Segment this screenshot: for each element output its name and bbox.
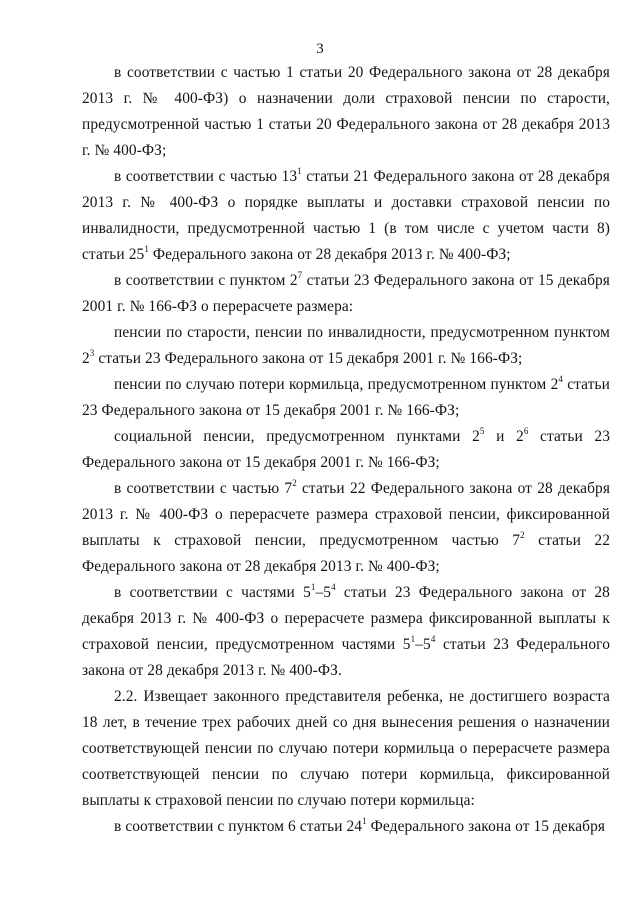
paragraph-text: –5: [315, 584, 332, 601]
paragraph-text: в соответствии с частью 1 статьи 20 Федерального закона от 28 декабря 2013 г. № 400-ФЗ) о назначении доли страховой пенсии по старости, предусмотренной частью 1 статьи 20 Федерального закона от 28 декабря 2013 г. № 400-ФЗ;: [82, 64, 610, 159]
superscript-index: 7: [297, 269, 303, 280]
paragraph-text: Федерального закона от 28 декабря 2013 г. № 400-ФЗ;: [148, 246, 511, 263]
superscript-index: 4: [430, 633, 436, 644]
paragraph-text: социальной пенсии, предусмотренном пунктами 2: [114, 428, 480, 445]
superscript-index: 4: [558, 373, 563, 384]
paragraph: [82, 60, 610, 164]
superscript-index: 2: [520, 529, 525, 540]
paragraph: [82, 580, 610, 684]
superscript-index: 1: [310, 581, 316, 592]
page-number: 3: [316, 41, 324, 57]
paragraph-text: в соответствии с частями 5: [114, 584, 311, 601]
paragraph-text: статьи 23 Федерального закона от 15 декабря 2001 г. № 166-ФЗ;: [94, 350, 523, 367]
superscript-index: 4: [331, 581, 336, 592]
document-body: [82, 60, 610, 840]
paragraph-text: и 2: [484, 428, 524, 445]
paragraph: [82, 372, 610, 424]
superscript-index: 3: [89, 347, 95, 358]
paragraph-text: статьи 23 Федерального закона от 15 декабря 2001 г. № 166-ФЗ;: [82, 376, 610, 419]
paragraph-text: статьи 22 Федерального закона от 28 декабря 2013 г. № 400-ФЗ о перерасчете размера страховой пенсии, фиксированной выплаты к страховой пенсии, предусмотренном частью 7: [82, 480, 610, 549]
superscript-index: 6: [523, 425, 529, 436]
paragraph-text: пенсии по случаю потери кормильца, предусмотренном пунктом 2: [114, 376, 559, 393]
paragraph-text: статьи 23 Федерального закона от 28 декабря 2013 г. № 400-ФЗ о перерасчете размера фиксированной выплаты к страховой пенсии, предусмотренном частями 5: [82, 584, 610, 653]
paragraph-text: Федерального закона от 15 декабря: [366, 818, 606, 835]
paragraph: [82, 424, 610, 476]
superscript-index: 1: [144, 243, 149, 254]
paragraph-text: статьи 23 Федерального закона от 28 декабря 2013 г. № 400-ФЗ.: [82, 636, 610, 679]
paragraph-text: в соответствии с пунктом 6 статьи 24: [114, 818, 363, 835]
paragraph: [82, 268, 610, 320]
paragraph: [82, 814, 610, 840]
superscript-index: 2: [292, 477, 297, 488]
paragraph: [82, 320, 610, 372]
superscript-index: 1: [362, 815, 367, 826]
superscript-index: 5: [479, 425, 485, 436]
paragraph-text: статьи 23 Федерального закона от 15 декабря 2001 г. № 166-ФЗ;: [82, 428, 610, 471]
paragraph-text: статьи 22 Федерального закона от 28 декабря 2013 г. № 400-ФЗ;: [82, 532, 610, 575]
paragraph-text: в соответствии с частью 7: [114, 480, 293, 497]
paragraph: [82, 684, 610, 814]
superscript-index: 1: [297, 165, 302, 176]
superscript-index: 1: [410, 633, 416, 644]
paragraph-text: пенсии по старости, пенсии по инвалидности, предусмотренном пунктом 2: [82, 324, 610, 367]
paragraph: [82, 164, 610, 268]
paragraph-text: в соответствии с пунктом 2: [114, 272, 298, 289]
paragraph-text: статьи 23 Федерального закона от 15 декабря 2001 г. № 166-ФЗ о перерасчете размера:: [82, 272, 610, 315]
paragraph-text: –5: [415, 636, 431, 653]
paragraph: [82, 476, 610, 580]
paragraph-text: статьи 21 Федерального закона от 28 декабря 2013 г. № 400-ФЗ о порядке выплаты и доставки страховой пенсии по инвалидности, предусмотренной частью 1 (в том числе с учетом части 8) статьи 25: [82, 168, 610, 263]
paragraph-text: в соответствии с частью 13: [114, 168, 298, 185]
paragraph-text: 2.2. Извещает законного представителя ребенка, не достигшего возраста 18 лет, в течение трех рабочих дней со дня вынесения решения о назначении соответствующей пенсии по случаю потери кормильца о перерасчете размера соответствующей пенсии по случаю потери кормильца, фиксированной выплаты к страховой пенсии по случаю потери кормильца:: [82, 688, 610, 809]
